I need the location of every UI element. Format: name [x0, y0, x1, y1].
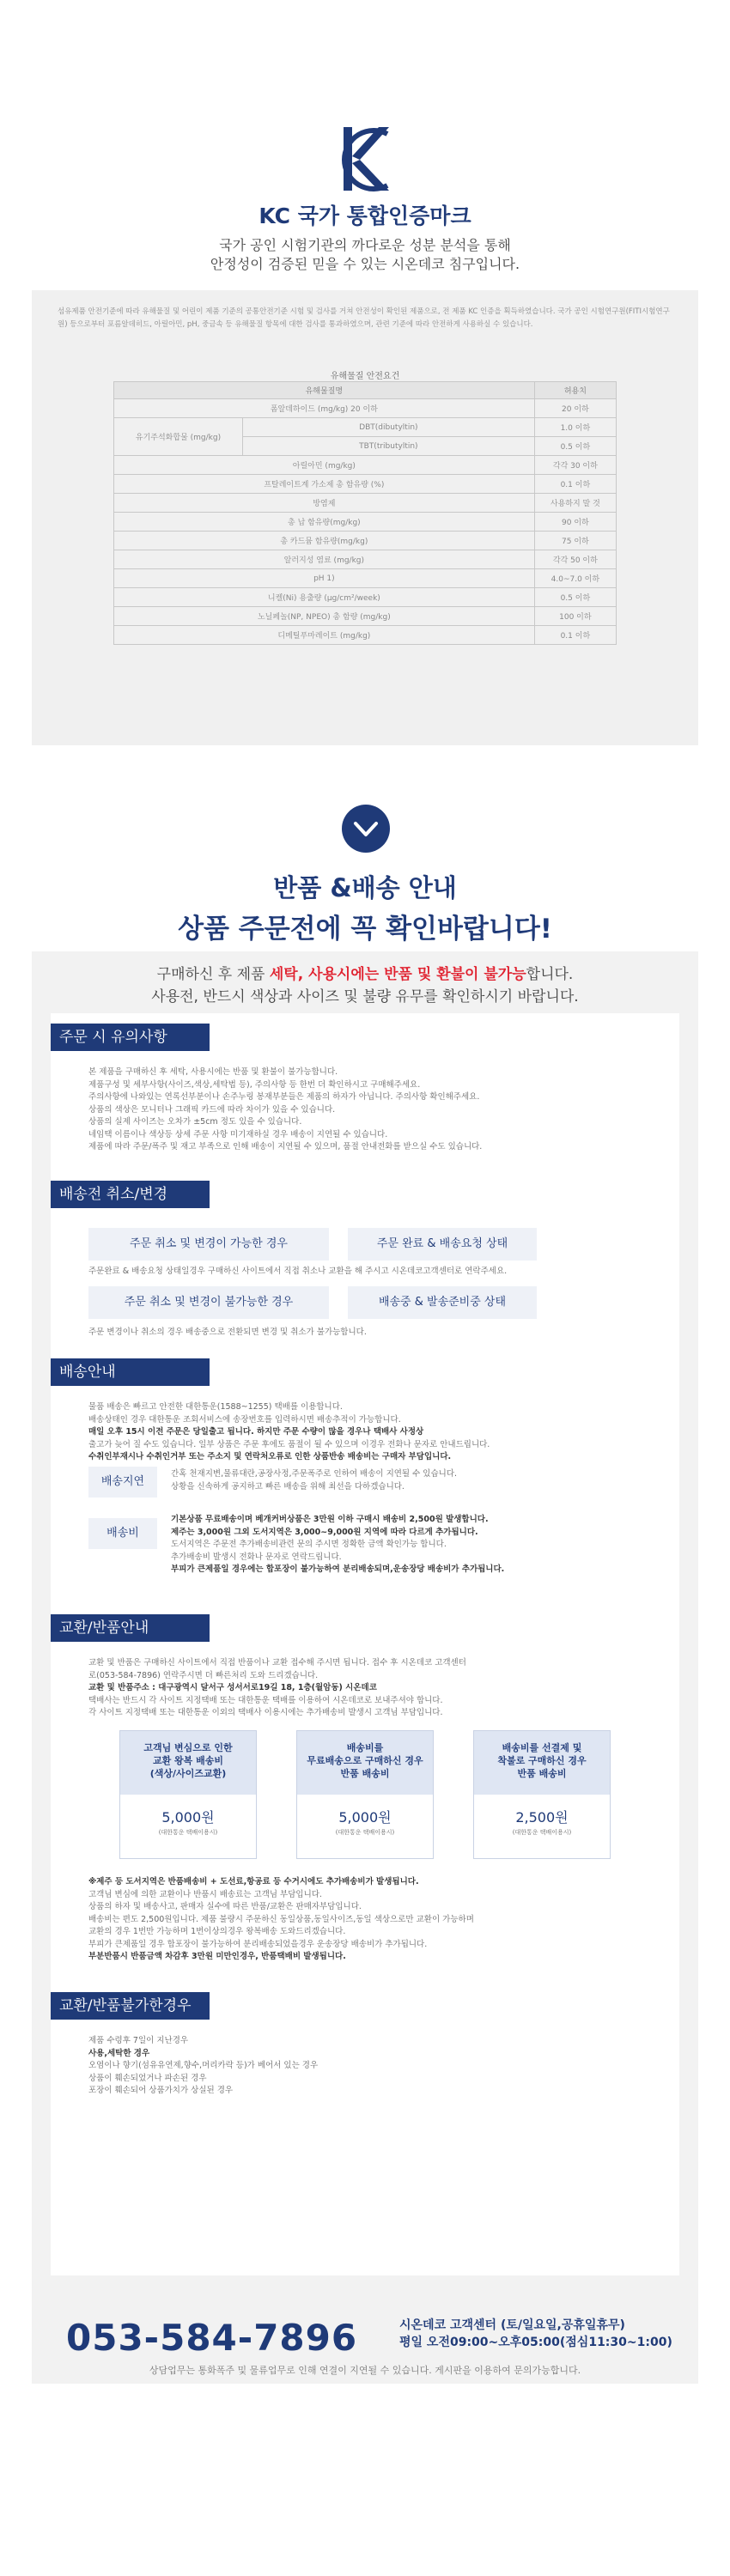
list-item: 교환 및 반품주소 : 대구광역시 달서구 성서서로19길 18, 1층(월암동) 시온데코 [88, 1683, 377, 1692]
section-heading-shipping: 배송안내 [51, 1358, 210, 1386]
list-item: 간혹 천재지변,물류대란,공장사정,주문폭주로 인하여 배송이 지연될 수 있습니다. [171, 1469, 458, 1479]
table-cell: 90 이하 [534, 513, 616, 532]
fee-card-price: 2,500원 [515, 1809, 569, 1826]
table-cell: 각각 50 이하 [534, 550, 616, 569]
table-cell: 20 이하 [534, 399, 616, 418]
table-cell: pH 1) [114, 569, 535, 588]
list-item: 추가배송비 발생시 전화나 문자로 연락드립니다. [171, 1552, 342, 1562]
list-item: 부분반품시 반품금액 차감후 3만원 미만인경우, 반품택배비 발생됩니다. [88, 1952, 346, 1961]
intro-line1 [32, 963, 698, 986]
return-intro [32, 963, 698, 1008]
fee-card-note: (대한통운 택배이용시) [335, 1829, 395, 1836]
return-content [51, 1013, 679, 2275]
list-item: 상품의 색상은 모니터나 그래픽 카드에 따라 차이가 있을 수 있습니다. [88, 1104, 336, 1115]
table-cell: 유기주석화합물 (mg/kg) [114, 418, 243, 456]
list-item: 사용,세탁한 경우 [88, 2048, 150, 2058]
table-header: 유해물질명 [114, 382, 535, 399]
return-shipping-section [0, 756, 730, 2576]
fee-card-title: 배송비를 무료배송으로 구매하신 경우 반품 배송비 [297, 1731, 433, 1795]
list-item: ※제주 등 도서지역은 반품배송비 + 도선료,항공료 등 수거시에도 추가배송비가 발생됩니다. [88, 1877, 419, 1886]
cancel-impossible-pill: 주문 취소 및 변경이 불가능한 경우 [88, 1286, 329, 1319]
list-item: 부피가 큰제품일 경우 합포장이 불가능하여 분리배송되었을경우 운송장당 배송비가 추가됩니다. [88, 1939, 428, 1949]
table-cell: 프탈레이트계 가소제 총 함유량 (%) [114, 475, 535, 494]
list-item: 택배사는 반드시 각 사이트 지정택배 또는 대한통운 택배를 이용하여 시온데코로 보내주셔야 합니다. [88, 1695, 443, 1705]
kc-subtitle [0, 236, 730, 274]
kc-subtitle-line2: 안정성이 검증된 믿을 수 있는 시온데코 침구입니다. [210, 256, 520, 272]
table-cell: 4.0~7.0 이하 [534, 569, 616, 588]
table-cell: 아릴아민 (mg/kg) [114, 456, 535, 475]
exchange-notes-list [88, 1876, 664, 1964]
list-item: 주의사항에 나와있는 연록선부분이나 손주누링 봉재부분들은 제품의 하자가 아닙니다. 주의사항 확인해주세요. [88, 1092, 480, 1102]
list-item: 출고가 늦어 질 수도 있습니다. 일부 상품은 주문 후에도 품절이 될 수 있으며 이경우 전화나 문자로 안내드립니다. [88, 1439, 490, 1449]
table-cell: 0.5 이하 [534, 588, 616, 607]
order-complete-pill: 주문 완료 & 배송요청 상태 [348, 1228, 537, 1261]
table-cell: 100 이하 [534, 607, 616, 626]
table-cell: 니켈(Ni) 용출량 (μg/cm²/week) [114, 588, 535, 607]
list-item: 상황을 신속하게 공지하고 빠른 배송을 위해 최선을 다하겠습니다. [171, 1481, 405, 1492]
fee-card [296, 1730, 434, 1859]
intro-warning: 세탁, 사용시에는 반품 및 환불이 불가능 [269, 966, 526, 983]
return-subtitle: 상품 주문전에 꼭 확인바랍니다! [178, 914, 552, 945]
list-item: 본 제품을 구매하신 후 세탁, 사용시에는 반품 및 환불이 불가능합니다. [88, 1067, 338, 1077]
table-row [114, 456, 617, 475]
section-heading-order-notes: 주문 시 유의사항 [51, 1024, 210, 1051]
kc-subtitle-line1: 국가 공인 시험기관의 까다로운 성분 분석을 통해 [219, 237, 511, 253]
table-cell: 0.1 이하 [534, 626, 616, 645]
intro-line2: 사용전, 반드시 색상과 사이즈 및 불량 유무를 확인하시기 바랍니다. [151, 988, 579, 1005]
intro-text: 구매하신 후 제품 [156, 966, 270, 983]
table-cell: 방염제 [114, 494, 535, 513]
shipping-delay-tag: 배송지연 [88, 1467, 157, 1498]
table-row [114, 607, 617, 626]
no-exchange-list [88, 2035, 664, 2098]
table-row [114, 550, 617, 569]
table-cell: 폼알데하이드 (mg/kg) 20 이하 [114, 399, 535, 418]
table-header: 허용치 [534, 382, 616, 399]
list-item: 기본상품 무료배송이며 베개커버상품은 3만원 이하 구매시 배송비 2,500원 발생합니다. [171, 1515, 489, 1524]
fee-card-note: (대한통운 택배이용시) [158, 1829, 218, 1836]
list-item: 포장이 훼손되어 상품가치가 상실된 경우 [88, 2086, 234, 2095]
cancel-impossible-text: 주문 변경이나 취소의 경우 배송중으로 전환되면 변경 및 취소가 불가능합니다. [88, 1327, 367, 1337]
fee-card-title: 고객님 변심으로 인한 교환 왕복 배송비 (색상/사이즈교환) [120, 1731, 256, 1795]
intro-text: 합니다. [526, 966, 574, 983]
table-cell: 알러지성 염료 (mg/kg) [114, 550, 535, 569]
table-row [114, 513, 617, 532]
fee-card [119, 1730, 257, 1859]
table-cell: 75 이하 [534, 532, 616, 550]
order-notes-list [88, 1066, 655, 1154]
table-cell: 디메틸푸마레이트 (mg/kg) [114, 626, 535, 645]
kc-info-box [32, 290, 698, 745]
list-item: 상품의 하자 및 배송사고, 판매자 실수에 따른 반품/교환은 판매자부담입니다. [88, 1902, 362, 1911]
list-item: 도서지역은 주문전 추가배송비관련 문의 주시면 정확한 금액 확인가능 합니다. [171, 1540, 447, 1549]
list-item: 교환의 경우 1번만 가능하며 1번이상의경우 왕복배송 도와드리겠습니다. [88, 1927, 346, 1936]
list-item: 배송상태인 경우 대한통운 조회서비스에 송장번호를 입력하시면 배송추적이 가능합니다. [88, 1414, 401, 1425]
table-row [114, 399, 617, 418]
table-cell: 노닐페놀(NP, NPEO) 총 함량 (mg/kg) [114, 607, 535, 626]
table-cell: 사용하지 말 것 [534, 494, 616, 513]
table-row [114, 494, 617, 513]
kc-notice: 섬유제품 안전기준에 따라 유해물질 및 어린이 제품 기준의 공통안전기준 시험 및 검사를 거쳐 안전성이 확인된 제품으로, 전 제품 KC 인증을 획득하였습니다. 국가 공인 시험연구원(FITI시험연구원) 등으로부터 포름알데히드, 아릴아민, pH, 중금속 등 유해물질 항목에 대한 검사를 통과하였으며, 관련 기준에 따라 안전하게 사용하실 수 있습니다. [58, 307, 670, 329]
list-item: 교환 및 반품은 구매하신 사이트에서 직접 반품이나 교환 접수해 주시면 됩니다. 접수 후 시온데코 고객센터 [88, 1658, 466, 1668]
shipping-fee-tag: 배송비 [88, 1518, 157, 1549]
list-item: 제품구성 및 세부사항(사이즈,색상,세탁법 등), 주의사항 등 한번 더 확인하시고 구매해주세요. [88, 1079, 421, 1090]
table-cell: 총 카드뮴 함유량(mg/kg) [114, 532, 535, 550]
kc-certification-logo [341, 125, 389, 196]
customer-center-time: 평일 오전09:00~오후05:00(점심11:30~1:00) [399, 2336, 672, 2349]
table-row [114, 588, 617, 607]
table-row [114, 569, 617, 588]
list-item: 제품에 따라 주문/폭주 및 재고 부족으로 인해 배송이 지연될 수 있으며, 품절 안내전화를 받으실 수도 있습니다. [88, 1142, 483, 1151]
table-header-row [114, 382, 617, 399]
fee-card-price: 5,000원 [161, 1809, 215, 1826]
list-item: 고객님 변심에 의한 교환이나 반품시 배송료는 고객님 부담입니다. [88, 1889, 322, 1899]
return-title: 반품 &배송 안내 [273, 873, 457, 902]
table-row [114, 626, 617, 645]
cancel-possible-text: 주문완료 & 배송요청 상태일경우 구매하신 사이트에서 직접 취소나 교환을 해 주시고 시온데코고객센터로 연락주세요. [88, 1267, 508, 1276]
table-cell: 1.0 이하 [534, 418, 616, 437]
section-heading-cancel: 배송전 취소/변경 [51, 1181, 210, 1208]
exchange-info-list [88, 1657, 664, 1720]
list-item: 매일 오후 15시 이전 주문은 당일출고 됩니다. 하지만 주문 수량이 많을 경우나 택배사 사정상 [88, 1427, 424, 1437]
fee-card-note: (대한통운 택배이용시) [512, 1829, 572, 1836]
list-item: 오염이나 향기(섬유유연제,향수,머리카락 등)가 베어서 있는 경우 [88, 2061, 319, 2070]
footnote: 상담업무는 통화폭주 및 물류업무로 인해 연결이 지연될 수 있습니다. 게시판을 이용하여 문의가능합니다. [149, 2365, 581, 2376]
section-heading-no-exchange: 교환/반품불가한경우 [51, 1992, 210, 2020]
kc-title: KC 국가 통합인증마크 [259, 204, 471, 228]
shipping-info-list [88, 1401, 664, 1464]
list-item: 수취인부재시나 수취인거부 또는 주소지 및 연락처오류로 인한 상품반송 배송비는 구매자 부담입니다. [88, 1452, 452, 1461]
list-item: 로(053-584-7896) 연락주시면 더 빠른처리 도와 드리겠습니다. [88, 1670, 319, 1680]
table-cell: TBT(tributyltin) [243, 437, 535, 456]
list-item: 물품 배송은 빠르고 안전한 대한통운(1588~1255) 택배를 이용합니다. [88, 1402, 343, 1412]
customer-center-info [399, 2317, 672, 2351]
fee-card-title: 배송비를 선결제 및 착불로 구매하신 경우 반품 배송비 [474, 1731, 610, 1795]
table-row [114, 418, 617, 437]
fee-card-price: 5,000원 [338, 1809, 392, 1826]
table-cell: 총 납 함유량(mg/kg) [114, 513, 535, 532]
list-item: 제주는 3,000원 그외 도서지역은 3,000~9,000원 지역에 따라 다르게 추가됩니다. [171, 1527, 478, 1537]
list-item: 배송비는 편도 2,500원입니다. 제품 불량시 주문하신 동일상품,동일사이즈,동일 색상으로만 교환이 가능하며 [88, 1914, 474, 1924]
table-cell: 각각 30 이하 [534, 456, 616, 475]
table-cell: DBT(dibutyltin) [243, 418, 535, 437]
hazard-table [113, 381, 617, 645]
table-cell: 0.1 이하 [534, 475, 616, 494]
kc-table-title: 유해물질 안전요건 [330, 372, 400, 381]
shipping-in-progress-pill: 배송중 & 발송준비중 상태 [348, 1286, 537, 1319]
list-item: 제품 수령후 7일이 지난경우 [88, 2036, 189, 2045]
phone-number: 053-584-7896 [66, 2317, 358, 2359]
cancel-possible-pill: 주문 취소 및 변경이 가능한 경우 [88, 1228, 329, 1261]
return-panel [32, 951, 698, 2384]
kc-certification-section [0, 0, 730, 756]
table-cell: 0.5 이하 [534, 437, 616, 456]
table-row [114, 475, 617, 494]
list-item: 상품이 훼손되었거나 파손된 경우 [88, 2073, 207, 2083]
fee-card [473, 1730, 611, 1859]
list-item: 각 사이트 지정택배 또는 대한통운 이외의 택배사 이용시에는 추가배송비 발생시 고객님 부담입니다. [88, 1708, 443, 1717]
chevron-down-icon [342, 805, 390, 853]
list-item: 상품의 실제 사이즈는 오차가 ±5cm 정도 있을 수 있습니다. [88, 1117, 302, 1127]
list-item: 부피가 큰제품일 경우에는 합포장이 불가능하여 분리배송되며,운송장당 배송비가 추가됩니다. [171, 1564, 505, 1574]
shipping-fee-text [171, 1514, 660, 1577]
customer-center-hours: 시온데코 고객센터 (토/일요일,공휴일휴무) [399, 2318, 625, 2332]
list-item: 네임택 이름이나 색상등 상세 주문 사항 미기재하실 경우 배송이 지연될 수 있습니다. [88, 1129, 388, 1139]
section-heading-exchange: 교환/반품안내 [51, 1614, 210, 1642]
shipping-delay-text [171, 1468, 660, 1493]
table-row [114, 532, 617, 550]
